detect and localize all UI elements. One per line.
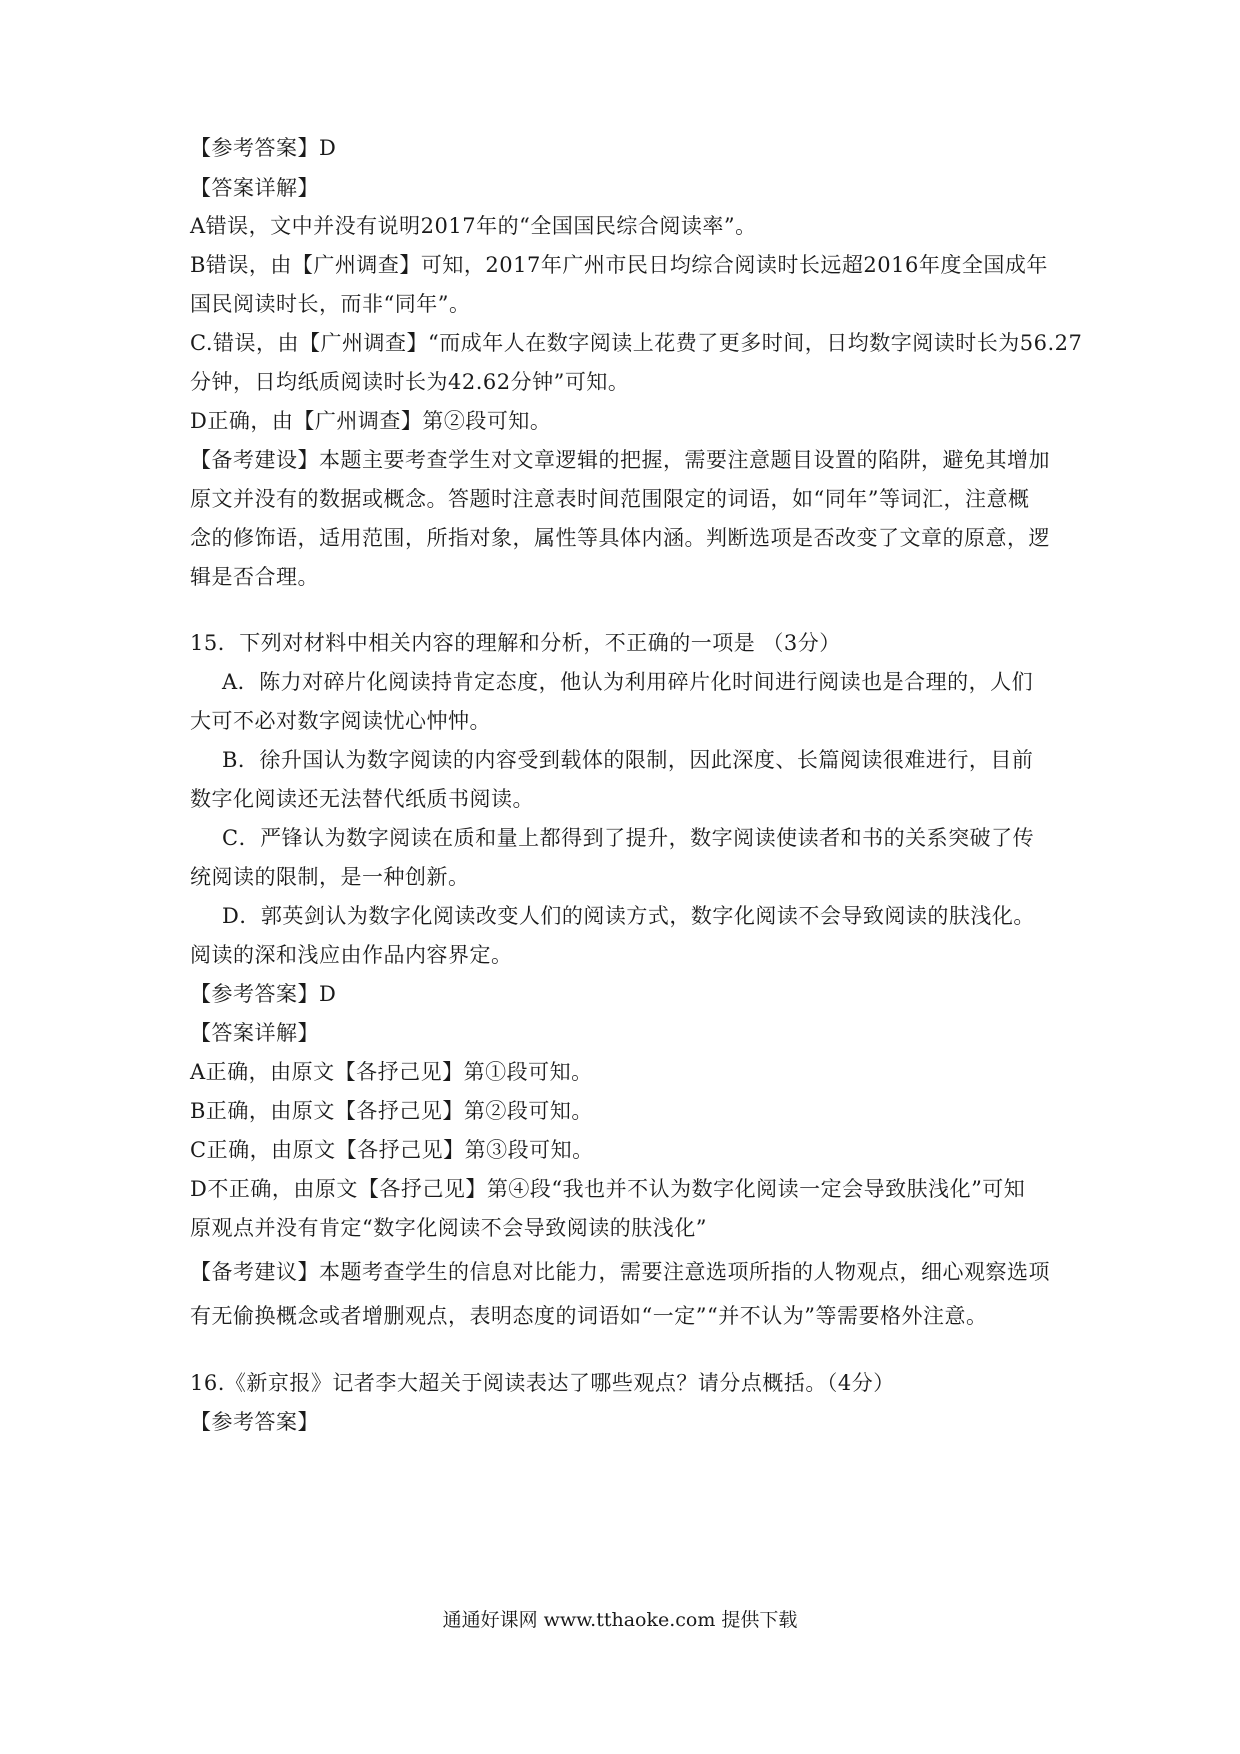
q14-option-d-explanation: D正确，由【广州调查】第②段可知。 <box>190 409 552 433</box>
q15-option-b-explanation: B正确，由原文【各抒己见】第②段可知。 <box>190 1099 593 1123</box>
q14-option-a-explanation: A错误，文中并没有说明2017年的“全国国民综合阅读率”。 <box>190 214 757 238</box>
q15-option-d-explanation-line1: D不正确，由原文【各抒己见】第④段“我也并不认为数字化阅读一定会导致肤浅化”可知 <box>190 1177 1026 1201</box>
q14-option-c-explanation-line1: C.错误，由【广州调查】“而成年人在数字阅读上花费了更多时间，日均数字阅读时长为56.27 <box>190 331 1083 355</box>
q14-option-b-explanation-line2: 国民阅读时长，而非“同年”。 <box>190 292 471 316</box>
q15-option-d-line1: D．郭英剑认为数字化阅读改变人们的阅读方式，数字化阅读不会导致阅读的肤浅化。 <box>222 904 1035 928</box>
q15-option-c-line2: 统阅读的限制，是一种创新。 <box>190 865 470 889</box>
q16-question: 16.《新京报》记者李大超关于阅读表达了哪些观点？请分点概括。（4分） <box>190 1371 895 1395</box>
q14-advice-line2: 原文并没有的数据或概念。答题时注意表时间范围限定的词语，如“同年”等词汇，注意概 <box>190 487 1030 511</box>
q14-advice-line4: 辑是否合理。 <box>190 565 319 589</box>
q15-option-c-explanation: C正确，由原文【各抒己见】第③段可知。 <box>190 1138 594 1162</box>
q14-option-c-explanation-line2: 分钟，日均纸质阅读时长为42.62分钟”可知。 <box>190 370 630 394</box>
q15-option-a-line2: 大可不必对数字阅读忧心忡忡。 <box>190 709 491 733</box>
q15-advice-line2: 有无偷换概念或者增删观点，表明态度的词语如“一定”“并不认为”等需要格外注意。 <box>190 1304 988 1328</box>
q15-question: 15．下列对材料中相关内容的理解和分析，不正确的一项是 （3分） <box>190 631 841 655</box>
q14-detail-header: 【答案详解】 <box>190 176 319 200</box>
q15-option-a-line1: A．陈力对碎片化阅读持肯定态度，他认为利用碎片化时间进行阅读也是合理的，人们 <box>222 670 1034 694</box>
q14-answer: 【参考答案】D <box>190 136 337 160</box>
q14-option-b-explanation-line1: B错误，由【广州调查】可知，2017年广州市民日均综合阅读时长远超2016年度全国成年 <box>190 253 1048 277</box>
page-footer: 通通好课网 www.tthaoke.com 提供下载 <box>442 1609 798 1631</box>
q15-detail-header: 【答案详解】 <box>190 1021 319 1045</box>
q14-advice-line1: 【备考建设】本题主要考查学生对文章逻辑的把握，需要注意题目设置的陷阱，避免其增加 <box>190 448 1050 472</box>
q15-option-c-line1: C．严锋认为数字阅读在质和量上都得到了提升，数字阅读使读者和书的关系突破了传 <box>222 826 1035 850</box>
q15-option-a-explanation: A正确，由原文【各抒己见】第①段可知。 <box>190 1060 593 1084</box>
q16-answer: 【参考答案】 <box>190 1410 319 1434</box>
q15-answer: 【参考答案】D <box>190 982 337 1006</box>
q15-advice-line1: 【备考建议】本题考查学生的信息对比能力，需要注意选项所指的人物观点，细心观察选项 <box>190 1260 1050 1284</box>
q15-option-d-line2: 阅读的深和浅应由作品内容界定。 <box>190 943 513 967</box>
q14-advice-line3: 念的修饰语，适用范围，所指对象，属性等具体内涵。判断选项是否改变了文章的原意，逻 <box>190 526 1050 550</box>
q15-option-b-line1: B．徐升国认为数字阅读的内容受到载体的限制，因此深度、长篇阅读很难进行，目前 <box>222 748 1034 772</box>
q15-option-d-explanation-line2: 原观点并没有肯定“数字化阅读不会导致阅读的肤浅化” <box>190 1216 707 1240</box>
q15-option-b-line2: 数字化阅读还无法替代纸质书阅读。 <box>190 787 534 811</box>
